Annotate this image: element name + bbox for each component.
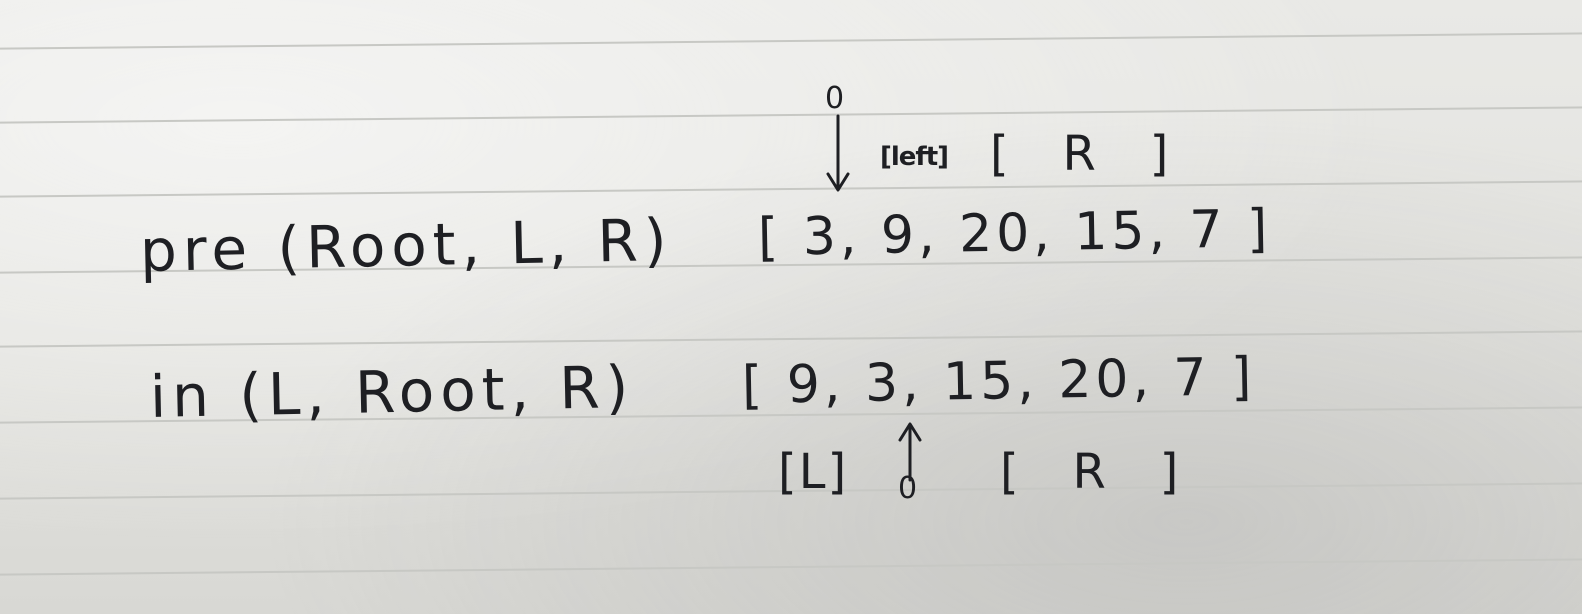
preorder-root-marker: 0: [825, 81, 845, 116]
ruled-line: [0, 558, 1582, 576]
inorder-left-label: [L]: [778, 444, 849, 500]
ruled-line: [0, 180, 1582, 198]
preorder-right-label: [ R ]: [990, 126, 1171, 182]
inorder-label: in (L, Root, R): [149, 352, 635, 431]
ruled-line: [0, 330, 1582, 348]
ruled-line: [0, 32, 1582, 50]
preorder-label: pre (Root, L, R): [139, 205, 674, 285]
inorder-root-marker: 0: [898, 471, 918, 506]
inorder-right-label: [ R ]: [1000, 444, 1181, 500]
inorder-array: [ 9, 3, 15, 20, 7 ]: [741, 347, 1256, 416]
preorder-left-label: [left]: [880, 142, 949, 172]
preorder-array: [ 3, 9, 20, 15, 7 ]: [757, 199, 1272, 268]
ruled-line: [0, 106, 1582, 124]
